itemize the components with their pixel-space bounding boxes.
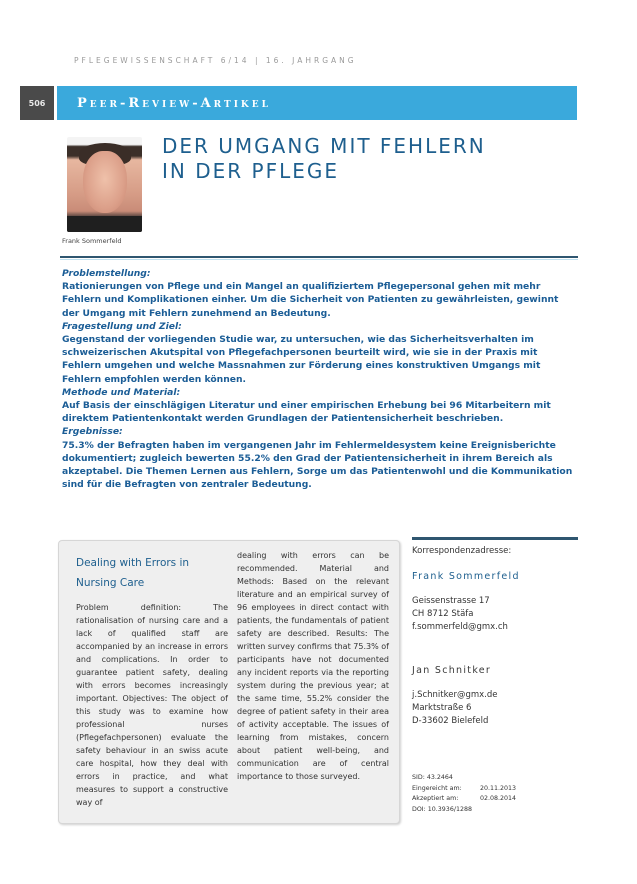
page-number: 506 bbox=[20, 86, 54, 120]
english-abstract-title: Dealing with Errors in Nursing Care bbox=[76, 557, 190, 589]
english-abstract-text-1: Problem definition: The rationalisation of nursing care and a lack of qualified staff are accompanied by an increase in errors and complications. In order to guarantee patient safety, dealing with errors becomes increasingly important. Objectives: The object of this study was to examine how professional nurses (Pflegefachpersonen) evaluate the safety behaviour in an swiss acute care hospital, how they deal with errors in practice, and what measures to support a constructive way of bbox=[76, 603, 228, 807]
contact-email[interactable]: j.Schnitker@gmx.de bbox=[412, 690, 498, 700]
english-abstract-column-1 bbox=[76, 553, 228, 809]
contact-address bbox=[412, 689, 578, 728]
photo-caption: Frank Sommerfeld bbox=[62, 237, 122, 245]
title-line-2: IN DER PFLEGE bbox=[162, 159, 339, 183]
english-abstract-text-2: dealing with errors can be recommended. Material and Methods: Based on the relevant literature and an empirical survey of 96 employees in direct contact with patients, the fundamentals of patient safety are described. Results: The written survey confirms that 75.3% of participants have not documented any incident reports via the reporting system during the previous year; at the same time, 55.2% consider the degree of patient safety in their area of activity acceptable. The issues of learning from mistakes, concern about patient well-being, and communication are of central importance to those surveyed. bbox=[237, 551, 389, 781]
contact-name: Frank Sommerfeld bbox=[412, 571, 520, 582]
abstract-heading-problem: Problemstellung: bbox=[62, 268, 151, 279]
correspondence-heading: Korrespondenzadresse: bbox=[412, 546, 512, 556]
running-head: PFLEGEWISSENSCHAFT 6/14 | 16. JAHRGANG bbox=[74, 56, 357, 65]
address-street: Marktstraße 6 bbox=[412, 703, 472, 713]
contact-address bbox=[412, 595, 578, 634]
english-abstract-box bbox=[58, 540, 400, 824]
abstract-heading-results: Ergebnisse: bbox=[62, 426, 123, 438]
article-metadata bbox=[412, 773, 516, 815]
meta-row-doi: DOI: 10.3936/1288 bbox=[412, 805, 472, 813]
section-label: Peer-Review-Artikel bbox=[77, 95, 271, 111]
german-abstract bbox=[62, 267, 578, 491]
meta-row-submitted: Eingereicht am: 20.11.2013 bbox=[412, 784, 517, 792]
meta-row-accepted: Akzeptiert am: 02.08.2014 bbox=[412, 795, 517, 802]
abstract-heading-method: Methode und Material: bbox=[62, 386, 181, 398]
contact-email[interactable]: f.sommerfeld@gmx.ch bbox=[412, 622, 508, 632]
abstract-body-question: Gegenstand der vorliegenden Studie war, zu untersuchen, wie das Sicherheitsverhalten im schweizerischen Akutspital von Pflegefachpersonen beurteilt wird, wie sie in der Praxis mit Fehlern umgehen und welche Massnahmen zur Förderung eines konstruktiven Umgangs mit Fehlern empfohlen werden können. bbox=[62, 334, 541, 385]
abstract-body-problem: Rationierungen von Pflege und ein Mangel an qualifiziertem Pflegepersonal gehen mit mehr Fehlern und Komplikationen einher. Um die Sicherheit von Patienten zu gewährleisten, gewinnt der Umgang mit Fehlern zunehmend an Bedeutung. bbox=[62, 281, 559, 319]
title-divider bbox=[60, 256, 578, 260]
address-city: D-33602 Bielefeld bbox=[412, 716, 489, 726]
english-abstract-column-2 bbox=[237, 549, 389, 783]
meta-row-sid: SID: 43.2464 bbox=[412, 774, 453, 781]
correspondence-block bbox=[412, 537, 578, 728]
contact-name: Jan Schnitker bbox=[412, 665, 492, 676]
correspondence-divider bbox=[412, 537, 578, 540]
abstract-body-results: 75.3% der Befragten haben im vergangenen Jahr im Fehlermeldesystem keine Ereignisberichte dokumentiert; zugleich bewerten 55.2% den Grad der Patientensicherheit in ihrem Bereich als akzeptabel. Die Themen Lernen aus Fehlern, Sorge um das Patientenwohl und die Kommunikation sind für die Befragten von zentraler Bedeutung. bbox=[62, 439, 573, 491]
section-bar bbox=[57, 86, 577, 120]
address-street: Geissenstrasse 17 bbox=[412, 596, 490, 606]
author-photo bbox=[67, 137, 142, 232]
address-city: CH 8712 Stäfa bbox=[412, 609, 474, 619]
abstract-heading-question: Fragestellung und Ziel: bbox=[62, 320, 182, 332]
abstract-body-method: Auf Basis der einschlägigen Literatur und einer empirischen Erhebung bei 96 Mitarbeitern mit direktem Patientenkontakt werden Grundlagen der Patientensicherheit beschrieben. bbox=[62, 400, 551, 425]
title-line-1: DER UMGANG MIT FEHLERN bbox=[162, 134, 486, 158]
photo-shirt bbox=[67, 216, 142, 232]
photo-face bbox=[83, 151, 127, 213]
article-title bbox=[162, 134, 486, 184]
